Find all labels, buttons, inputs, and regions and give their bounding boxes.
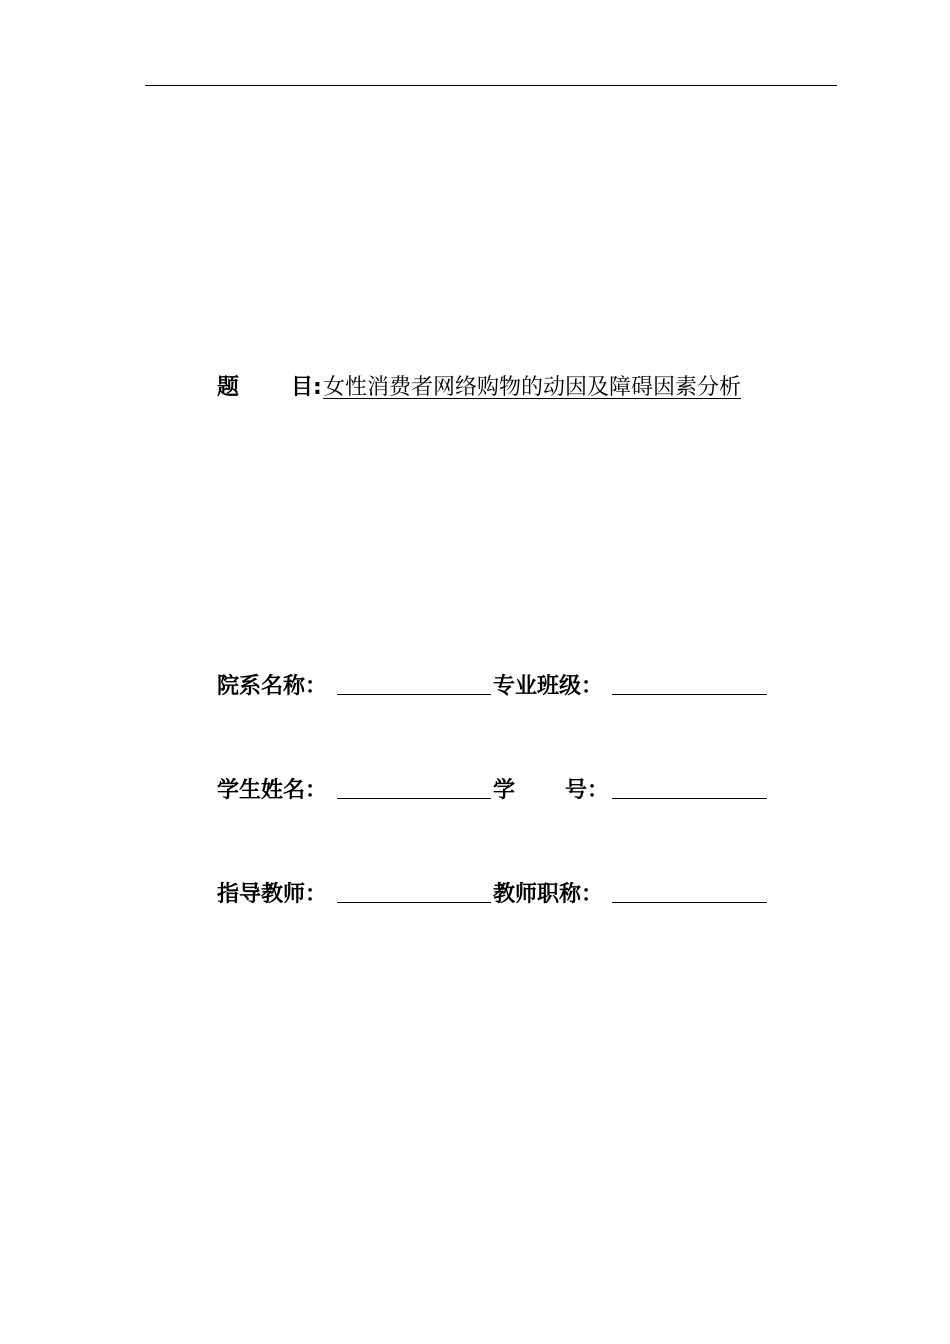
- student-id-label-second: 号：: [565, 778, 610, 803]
- advisor-label: 指导教师：: [217, 882, 328, 907]
- student-id-label-first: 学: [493, 778, 516, 803]
- department-label: 院系名称：: [217, 674, 328, 699]
- student-id-field[interactable]: [612, 798, 767, 799]
- title-label-first: 题: [217, 375, 240, 400]
- header-rule: [145, 85, 837, 86]
- thesis-title-value[interactable]: 女性消费者网络购物的动因及障碍因素分析: [323, 375, 742, 400]
- department-field[interactable]: [337, 694, 491, 695]
- major-class-label: 专业班级：: [493, 674, 604, 699]
- advisor-title-label: 教师职称：: [493, 882, 604, 907]
- title-label-second: 目:: [291, 375, 322, 400]
- major-class-field[interactable]: [612, 694, 767, 695]
- advisor-title-field[interactable]: [612, 902, 767, 903]
- advisor-field[interactable]: [337, 902, 491, 903]
- student-name-field[interactable]: [337, 798, 491, 799]
- student-name-label: 学生姓名：: [217, 778, 328, 803]
